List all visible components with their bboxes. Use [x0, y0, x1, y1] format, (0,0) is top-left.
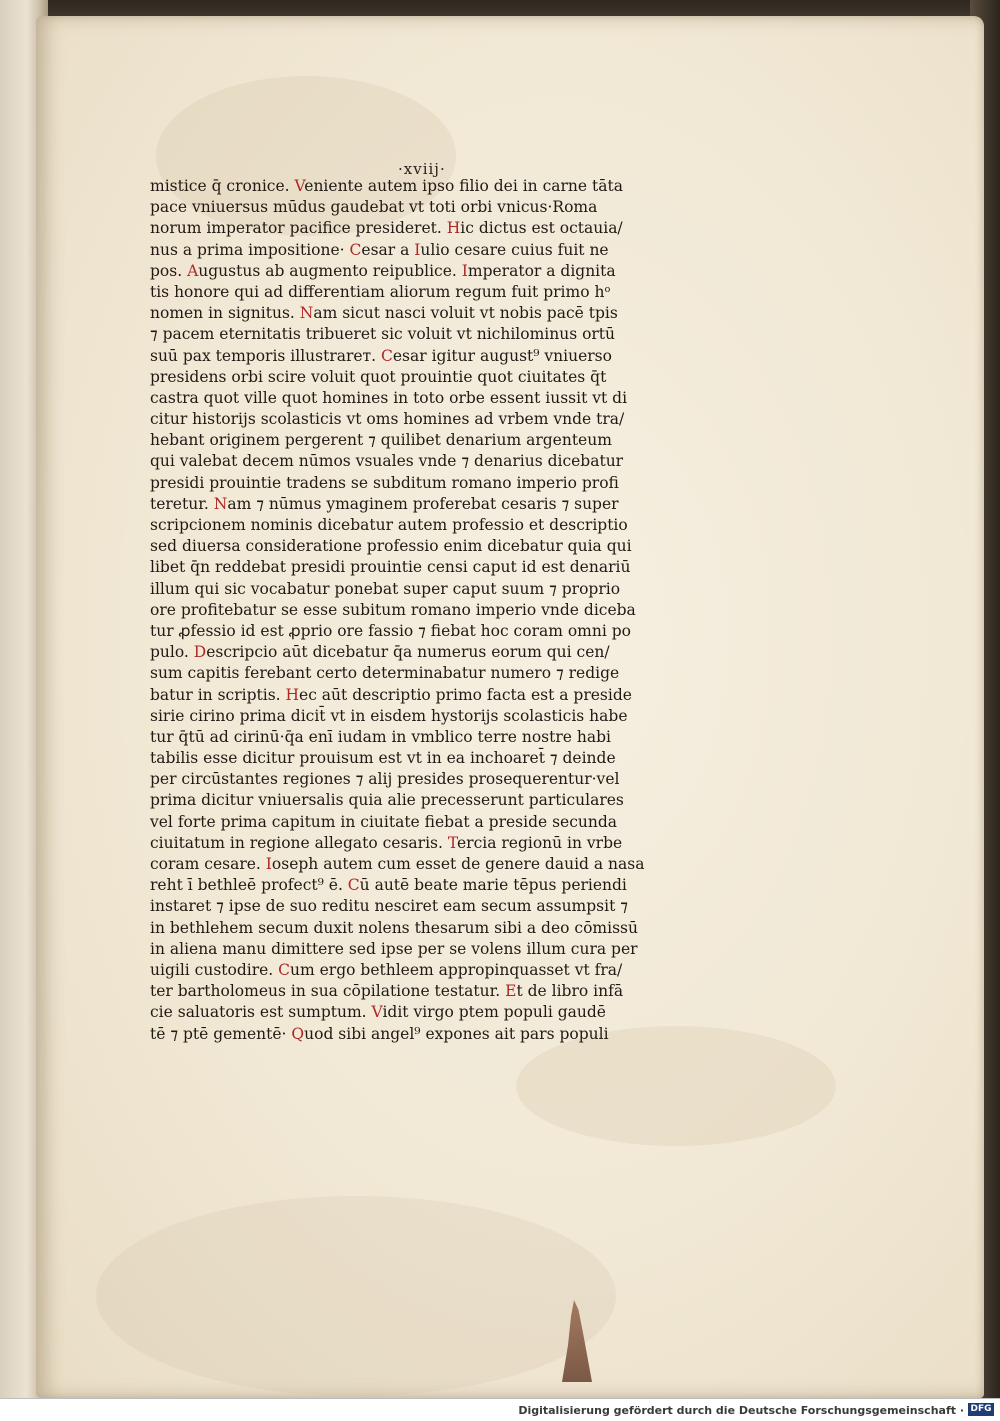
- text-segment: instaret ⁊ ipse de suo reditu nesciret eam secum assumpsit ⁊: [150, 897, 628, 916]
- text-line: [150, 960, 690, 981]
- text-line: [150, 600, 690, 621]
- text-segment: reht ī bethleē profect⁹ ē.: [150, 876, 348, 895]
- text-segment: uigili custodire.: [150, 960, 279, 979]
- text-segment: vel forte prima capitum in ciuitate fiebat a preside secunda: [150, 812, 618, 831]
- text-segment: mistice q̄ cronice.: [150, 177, 295, 195]
- text-line: [150, 451, 690, 472]
- text-segment: scripcionem nominis dicebatur autem professio et descriptio: [150, 516, 628, 534]
- text-segment: ū autē beate marie tēpus periendi: [359, 876, 627, 895]
- rubricated-initial: C: [347, 876, 360, 895]
- rubricated-initial: H: [285, 685, 300, 704]
- text-line: [150, 430, 690, 451]
- text-line: [150, 494, 690, 515]
- text-segment: presidens orbi scire voluit quot prouintie quot ciuitates q̄t: [150, 367, 607, 386]
- rubricated-initial: H: [446, 219, 461, 238]
- text-line: [150, 896, 690, 917]
- text-segment: pos.: [150, 261, 188, 280]
- text-line: [150, 621, 690, 642]
- text-line: [150, 346, 690, 367]
- text-segment: sirie cirino prima dicit̄ vt in eisdem hystorijs scolasticis habe: [150, 706, 628, 725]
- text-segment: in bethlehem secum duxit nolens thesarum sibi a deo cōmissū: [150, 918, 638, 937]
- rubricated-initial: E: [505, 982, 517, 1001]
- text-line: [150, 240, 690, 261]
- text-segment: in aliena manu dimittere sed ipse per se volens illum cura per: [150, 939, 638, 958]
- text-line: [150, 515, 690, 536]
- text-segment: am ⁊ nūmus ymaginem proferebat cesaris ⁊ super: [227, 494, 619, 513]
- text-segment: sed diuersa consideratione professio enim dicebatur quia qui: [150, 537, 632, 556]
- text-segment: qui valebat decem nūmos vsuales vnde ⁊ denarius dicebatur: [150, 452, 624, 471]
- text-segment: tur q̄tū ad cirinū·q̄a enī iudam in vmblico terre nostre habi: [150, 727, 611, 746]
- text-column: [150, 176, 690, 1045]
- text-segment: nus a prima impositione·: [150, 240, 350, 259]
- folio-number: ·xviij·: [398, 160, 446, 178]
- text-line: [150, 367, 690, 388]
- text-line: [150, 388, 690, 409]
- text-segment: ter bartholomeus in sua cōpilatione testatur.: [150, 982, 506, 1001]
- text-segment: tē ⁊ ptē gementē·: [150, 1024, 292, 1043]
- text-segment: t de libro infā: [516, 982, 624, 1001]
- text-segment: norum imperator pacifice presideret.: [150, 219, 447, 238]
- dfg-logo: DFG: [968, 1403, 994, 1416]
- text-line: [150, 854, 690, 875]
- text-line: [150, 685, 690, 706]
- text-line: [150, 282, 690, 303]
- text-line: [150, 939, 690, 960]
- text-line: [150, 409, 690, 430]
- text-line: [150, 261, 690, 282]
- text-segment: ⁊ pacem eternitatis tribueret sic voluit vt nichilominus ortū: [150, 325, 616, 344]
- text-segment: illum qui sic vocabatur ponebat super caput suum ⁊ proprio: [150, 579, 621, 598]
- text-line: [150, 557, 690, 578]
- text-segment: ore profitebatur se esse subitum romano imperio vnde diceba: [150, 600, 636, 619]
- rubricated-initial: Q: [291, 1024, 305, 1043]
- rubricated-initial: N: [299, 304, 314, 323]
- text-segment: idit virgo ptem populi gaudē: [382, 1003, 606, 1022]
- text-segment: libet q̄n reddebat presidi prouintie censi caput id est denariū: [150, 558, 631, 577]
- text-line: [150, 197, 690, 218]
- text-line: [150, 663, 690, 684]
- text-segment: ciuitatum in regione allegato cesaris.: [150, 833, 448, 852]
- text-line: [150, 303, 690, 324]
- text-segment: sum capitis ferebant certo determinabatur numero ⁊ redige: [150, 664, 620, 683]
- rubricated-initial: V: [371, 1003, 383, 1022]
- rubricated-initial: V: [294, 177, 305, 195]
- text-segment: tabilis esse dicitur prouisum est vt in ea inchoaret̄ ⁊ deinde: [150, 749, 616, 768]
- text-segment: citur historijs scolasticis vt oms homines ad vrbem vnde tra/: [150, 410, 625, 429]
- rubricated-initial: I: [265, 855, 272, 873]
- text-line: [150, 875, 690, 896]
- text-line: [150, 706, 690, 727]
- rubricated-initial: A: [187, 261, 199, 280]
- text-line: [150, 727, 690, 748]
- text-segment: hebant originem pergerent ⁊ quilibet denarium argenteum: [150, 431, 612, 450]
- rubricated-initial: D: [193, 643, 207, 662]
- text-line: [150, 790, 690, 811]
- text-line: [150, 918, 690, 939]
- text-line: [150, 642, 690, 663]
- text-segment: ulio cesare cuius fuit ne: [420, 240, 609, 259]
- text-segment: am sicut nasci voluit vt nobis pacē tpis: [313, 304, 618, 323]
- text-segment: ic dictus est octauia/: [460, 219, 623, 238]
- text-segment: batur in scriptis.: [150, 685, 286, 704]
- text-segment: castra quot ville quot homines in toto orbe essent iussit vt di: [150, 388, 628, 407]
- text-segment: mperator a dignita: [467, 261, 616, 280]
- rubricated-initial: T: [447, 833, 457, 852]
- text-line: [150, 981, 690, 1002]
- rubricated-initial: I: [461, 261, 468, 280]
- text-segment: teretur.: [150, 494, 214, 513]
- text-segment: prima dicitur vniuersalis quia alie precesserunt particulares: [150, 791, 624, 810]
- text-segment: ec aūt descriptio primo facta est a preside: [299, 685, 632, 704]
- text-segment: suū pax temporis illustrarет.: [150, 346, 381, 365]
- text-segment: presidi prouintie tradens se subditum romano imperio profi: [150, 473, 619, 492]
- text-line: [150, 579, 690, 600]
- text-line: [150, 536, 690, 557]
- footer-bar: [0, 1398, 1000, 1421]
- text-segment: tis honore qui ad differentiam aliorum regum fuit primo hᵒ: [150, 282, 611, 301]
- text-segment: pulo.: [150, 643, 194, 662]
- text-segment: pace vniuersus mūdus gaudebat vt toti orbi vnicus·Roma: [150, 198, 598, 217]
- rubricated-initial: I: [414, 240, 421, 259]
- text-line: [150, 176, 690, 197]
- text-line: [150, 218, 690, 239]
- rubricated-initial: C: [278, 960, 291, 979]
- text-segment: eniente autem ipso filio dei in carne tāta: [304, 177, 623, 195]
- rubricated-initial: C: [380, 346, 393, 365]
- paper-stain: [96, 1196, 616, 1396]
- text-line: [150, 1024, 690, 1045]
- footer-credit: Digitalisierung gefördert durch die Deutsche Forschungsgemeinschaft ·: [518, 1404, 964, 1417]
- text-line: [150, 812, 690, 833]
- text-line: [150, 748, 690, 769]
- text-segment: um ergo bethleem appropinquasset vt fra/: [290, 960, 623, 979]
- text-segment: coram cesare.: [150, 855, 266, 873]
- text-segment: escripcio aūt dicebatur q̄a numerus eorum qui cen/: [206, 643, 610, 662]
- text-segment: nomen in signitus.: [150, 304, 300, 323]
- text-segment: ercia regionū in vrbe: [456, 833, 623, 852]
- text-segment: tur ꝓfessio id est ꝓprio ore fassio ⁊ fiebat hoc coram omni po: [150, 621, 631, 640]
- rubricated-initial: C: [349, 240, 362, 259]
- text-segment: cie saluatoris est sumptum.: [150, 1003, 372, 1022]
- text-segment: per circūstantes regiones ⁊ alij presides prosequerentur·vel: [150, 770, 620, 789]
- text-line: [150, 833, 690, 854]
- text-segment: uod sibi angel⁹ expones ait pars populi: [304, 1024, 609, 1043]
- text-line: [150, 473, 690, 494]
- text-segment: oseph autem cum esset de genere dauid a nasa: [271, 855, 645, 873]
- text-line: [150, 1002, 690, 1023]
- text-segment: esar a: [361, 240, 415, 259]
- text-segment: esar igitur august⁹ vniuerso: [392, 346, 612, 365]
- rubricated-initial: N: [213, 494, 228, 513]
- text-segment: ugustus ab augmento reipublice.: [198, 261, 462, 280]
- text-line: [150, 769, 690, 790]
- text-line: [150, 324, 690, 345]
